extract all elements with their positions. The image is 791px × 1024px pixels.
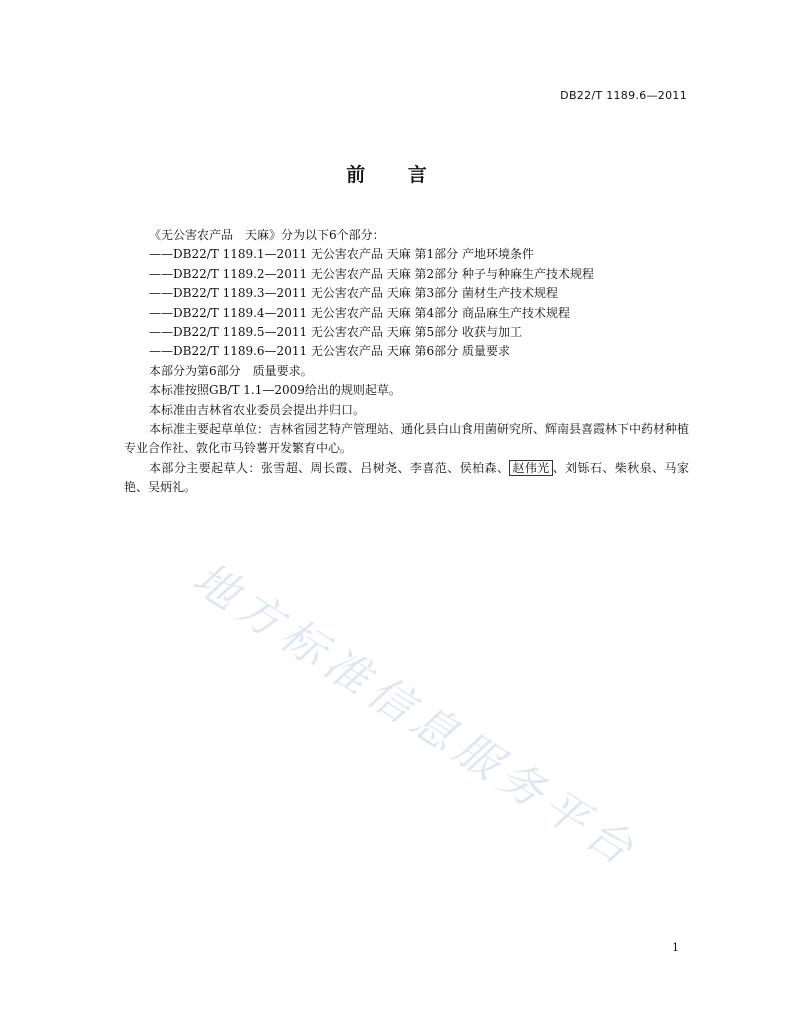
document-number: DB22/T 1189.6—2011	[560, 89, 687, 102]
drafters-paragraph	[124, 459, 689, 498]
drafting-units-paragraph: 本标准主要起草单位：吉林省园艺特产管理站、通化县白山食用菌研究所、辉南县喜霞林下中药材种植专业合作社、敦化市马铃薯开发繁育中心。	[124, 422, 690, 456]
part-item-5: ——DB22/T 1189.5—2011 无公害农产品 天麻 第5部分 收获与加工	[149, 325, 522, 340]
rules-line: 本标准按照GB/T 1.1—2009给出的规则起草。	[149, 383, 401, 398]
proposer-line: 本标准由吉林省农业委员会提出并归口。	[149, 402, 366, 417]
this-part-line: 本部分为第6部分 质量要求。	[149, 363, 313, 378]
intro-line: 《无公害农产品 天麻》分为以下6个部分：	[149, 228, 385, 242]
page-number: 1	[672, 941, 679, 954]
highlighted-drafter-name: 赵伟光	[509, 460, 552, 476]
part-item-6: ——DB22/T 1189.6—2011 无公害农产品 天麻 第6部分 质量要求	[149, 344, 510, 359]
part-item-1: ——DB22/T 1189.1—2011 无公害农产品 天麻 第1部分 产地环境条件	[149, 247, 534, 262]
part-item-4: ——DB22/T 1189.4—2011 无公害农产品 天麻 第4部分 商品麻生产技术规程	[149, 305, 570, 320]
drafters-suffix: 、刘铄石、柴秋泉、马家艳、吴炳礼。	[124, 460, 689, 495]
part-item-3: ——DB22/T 1189.3—2011 无公害农产品 天麻 第3部分 菌材生产技术规程	[149, 286, 558, 301]
part-item-2: ——DB22/T 1189.2—2011 无公害农产品 天麻 第2部分 种子与种麻生产技术规程	[149, 266, 594, 281]
watermark: 地方标准信息服务平台	[183, 552, 648, 879]
drafters-prefix: 本部分主要起草人：张雪超、周长霞、吕树尧、李喜范、侯柏森、	[149, 460, 510, 475]
page-title: 前 言	[346, 164, 445, 186]
document-body	[124, 226, 689, 498]
